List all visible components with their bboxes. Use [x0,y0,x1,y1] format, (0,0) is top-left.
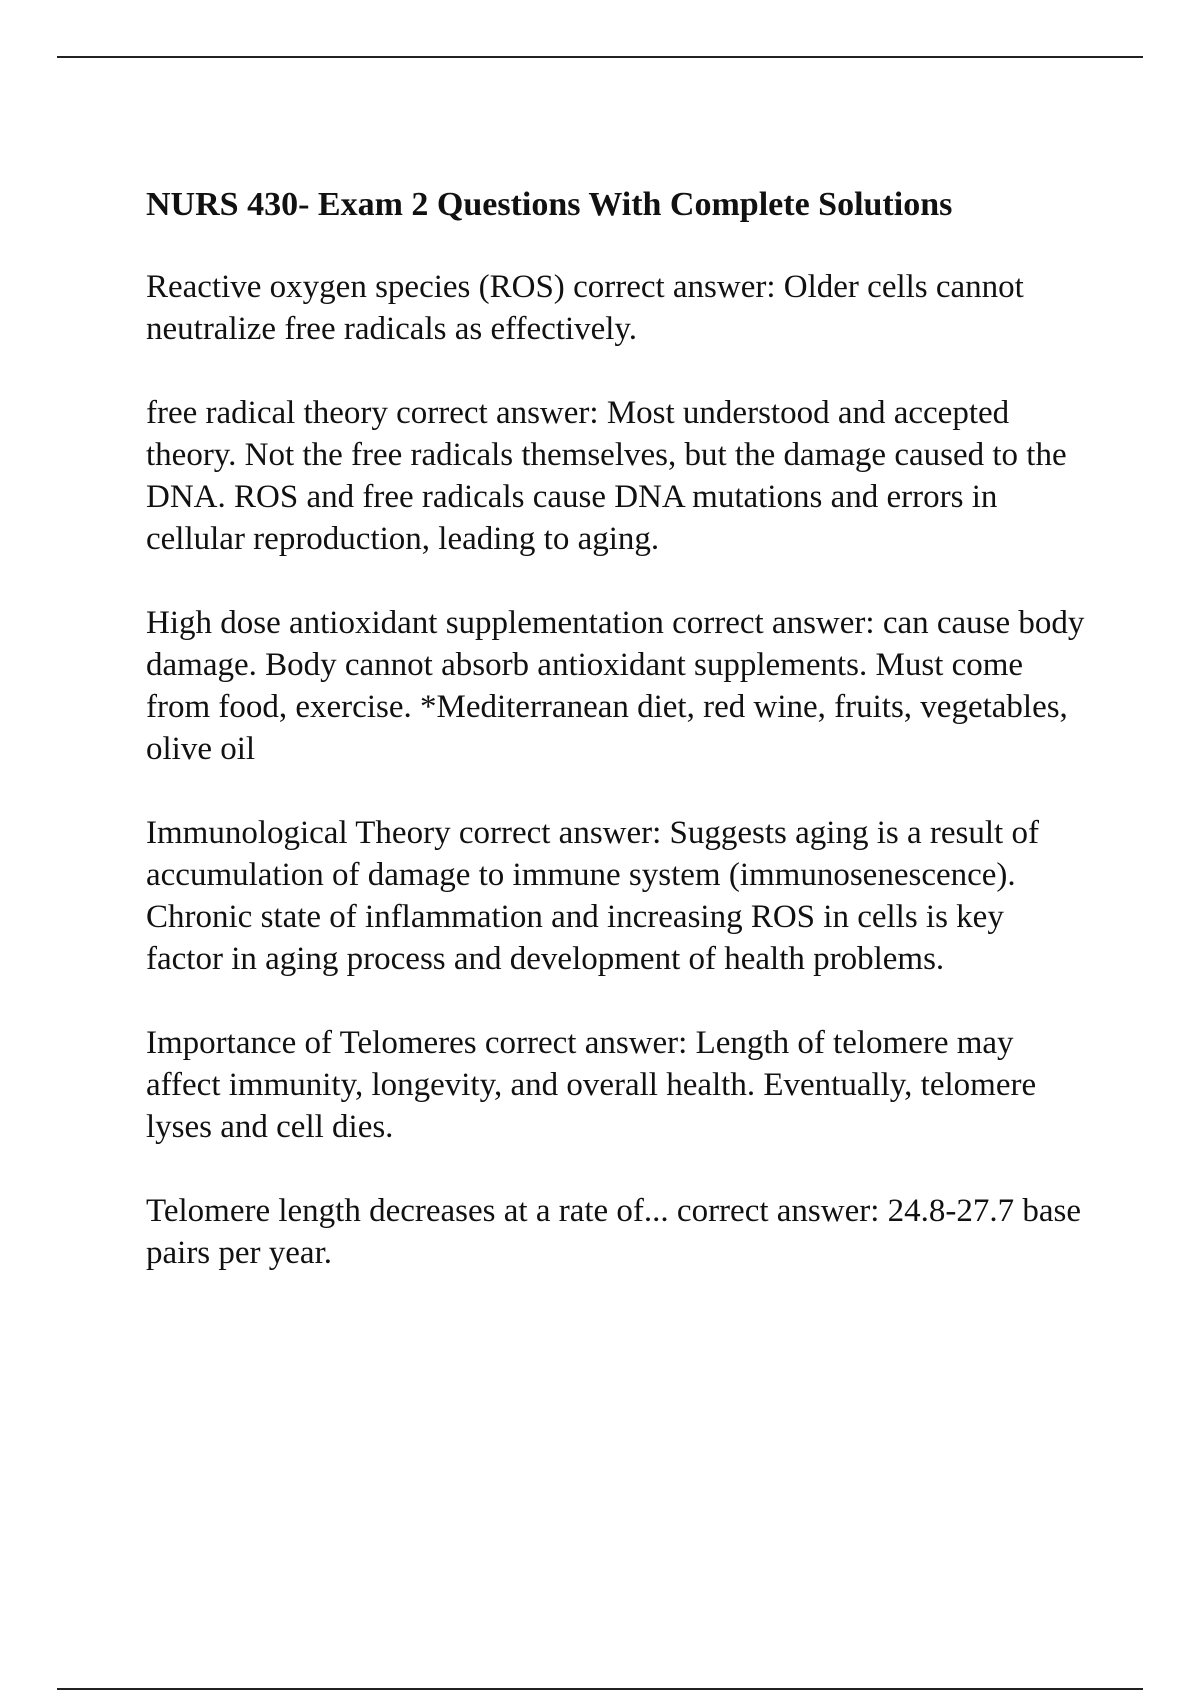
qa-answer-label: correct answer: [573,269,776,305]
qa-answer: Length of telomere may affect immunity, longevity, and overall health. Eventually, telomere lyses and cell dies. [146,1025,1045,1145]
qa-answer: Most understood and accepted theory. Not the free radicals themselves, but the damage caused to the DNA. ROS and free radicals cause DNA mutations and errors in cellular reproduction, leading to aging. [146,395,1075,557]
qa-answer-label: correct answer: [676,1193,880,1229]
qa-answer-label: correct answer: [458,815,662,851]
qa-answer-label: correct answer: [484,1025,688,1061]
footer-rule [57,1688,1143,1690]
qa-answer: Suggests aging is a result of accumulation of damage to immune system (immunosenescence). Chronic state of inflammation and increasing ROS in cells is key factor in aging process and development of health problems. [146,815,1048,977]
qa-term: High dose antioxidant supplementation [146,605,664,641]
qa-term: Reactive oxygen species (ROS) [146,269,565,305]
qa-term: Importance of Telomeres [146,1025,477,1061]
qa-item-antioxidant [146,602,1093,770]
qa-item-telomere-rate [146,1190,1090,1274]
qa-answer-label: correct answer: [396,395,599,431]
qa-term: Immunological Theory [146,815,451,851]
document-title: NURS 430- Exam 2 Questions With Complete Solutions [146,186,953,223]
qa-answer: 24.8-27.7 base pairs per year. [146,1193,1090,1271]
document-body [146,184,1093,1316]
qa-item-ros [146,266,1086,350]
header-rule [57,56,1143,58]
qa-item-free-radical-theory [146,392,1086,560]
qa-item-telomeres [146,1022,1086,1148]
qa-term: free radical theory [146,395,388,431]
qa-term: Telomere length decreases at a rate of... [146,1193,669,1229]
qa-answer: can cause body damage. Body cannot absorb antioxidant supplements. Must come from food, exercise. *Mediterranean diet, red wine, fruits, vegetables, olive oil [146,605,1093,767]
qa-item-immunological-theory [146,812,1086,980]
qa-answer: Older cells cannot neutralize free radicals as effectively. [146,269,1033,347]
qa-answer-label: correct answer: [672,605,875,641]
